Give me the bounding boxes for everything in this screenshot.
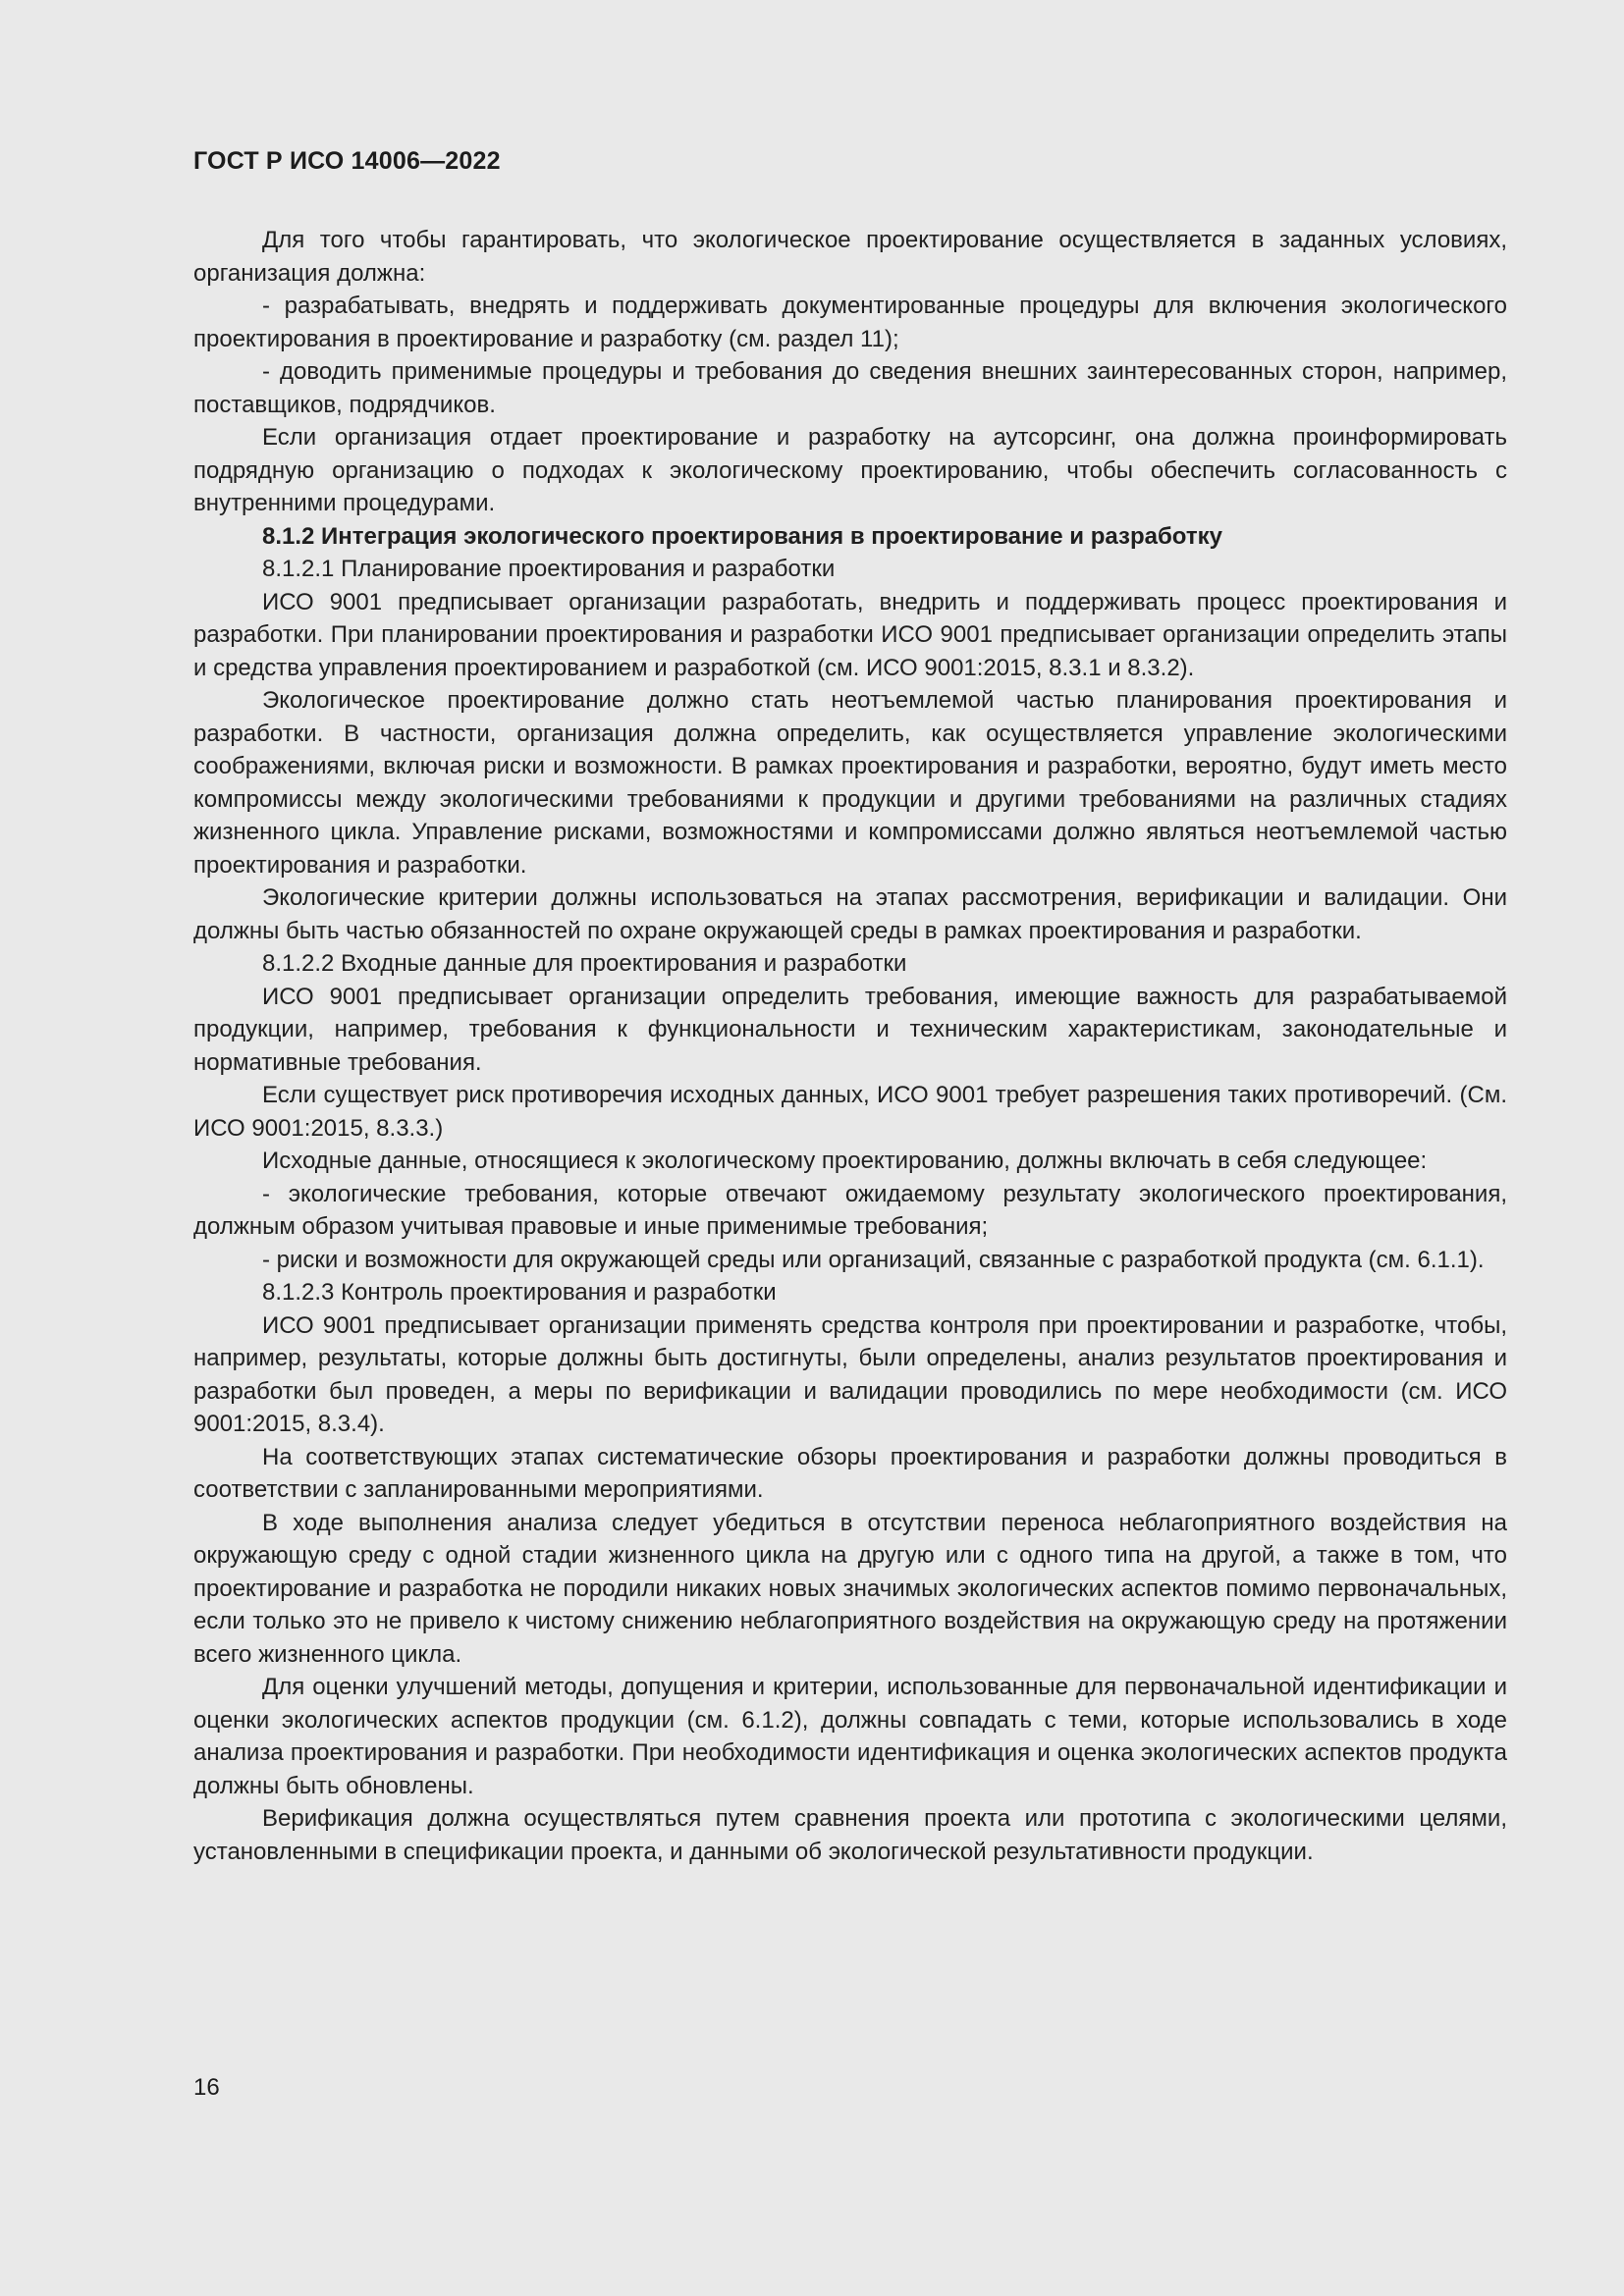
- section-heading-8-1-2: 8.1.2 Интеграция экологического проектирования в проектирование и разработку: [262, 522, 1222, 550]
- list-item: - доводить применимые процедуры и требования до сведения внешних заинтересованных сторон, например, поставщиков, подрядчиков.: [193, 358, 1507, 418]
- paragraph: Если организация отдает проектирование и разработку на аутсорсинг, она должна проинформировать подрядную организацию о подходах к экологическому проектированию, чтобы обеспечить согласованность с внутренними процедурами.: [193, 424, 1507, 516]
- paragraph: Если существует риск противоречия исходных данных, ИСО 9001 требует разрешения таких противоречий. (См. ИСО 9001:2015, 8.3.3.): [193, 1082, 1507, 1142]
- paragraph: Экологические критерии должны использоваться на этапах рассмотрения, верификации и валидации. Они должны быть частью обязанностей по охране окружающей среды в рамках проектирования и разработки.: [193, 884, 1507, 944]
- paragraph: ИСО 9001 предписывает организации применять средства контроля при проектировании и разработке, чтобы, например, результаты, которые должны быть достигнуты, были определены, анализ результатов проектирования и разработки был проведен, а меры по верификации и валидации проводились по мере необходимости (см. ИСО 9001:2015, 8.3.4).: [193, 1311, 1507, 1437]
- paragraph: В ходе выполнения анализа следует убедиться в отсутствии переноса неблагоприятного воздействия на окружающую среду с одной стадии жизненного цикла на другую или с одного типа на другой, а также в том, что проектирование и разработка не породили никаких новых значимых экологических аспектов помимо первоначальных, если только это не привело к чистому снижению неблагоприятного воздействия на окружающую среду на протяжении всего жизненного цикла.: [193, 1509, 1507, 1668]
- paragraph: На соответствующих этапах систематические обзоры проектирования и разработки должны проводиться в соответствии с запланированными мероприятиями.: [193, 1443, 1507, 1503]
- list-item: - разрабатывать, внедрять и поддерживать документированные процедуры для включения экологического проектирования в проектирование и разработку (см. раздел 11);: [193, 293, 1507, 352]
- paragraph: Для того чтобы гарантировать, что экологическое проектирование осуществляется в заданных условиях, организация должна:: [193, 227, 1507, 287]
- paragraph: ИСО 9001 предписывает организации определить требования, имеющие важность для разрабатываемой продукции, например, требования к функциональности и техническим характеристикам, законодательные и нормативные требования.: [193, 983, 1507, 1076]
- subsection-heading-8-1-2-2: 8.1.2.2 Входные данные для проектирования и разработки: [262, 950, 907, 977]
- list-item: - экологические требования, которые отвечают ожидаемому результату экологического проектирования, должным образом учитывая правовые и иные применимые требования;: [193, 1180, 1507, 1240]
- page-number: 16: [193, 2074, 220, 2101]
- document-header: ГОСТ Р ИСО 14006—2022: [193, 147, 501, 175]
- document-body: [193, 224, 1507, 1868]
- subsection-heading-8-1-2-3: 8.1.2.3 Контроль проектирования и разработки: [262, 1279, 777, 1306]
- list-item: - риски и возможности для окружающей среды или организаций, связанные с разработкой продукта (см. 6.1.1).: [262, 1246, 1485, 1273]
- subsection-heading-8-1-2-1: 8.1.2.1 Планирование проектирования и разработки: [262, 556, 836, 582]
- paragraph: Экологическое проектирование должно стать неотъемлемой частью планирования проектирования и разработки. В частности, организация должна определить, как осуществляется управление экологическими соображениями, включая риски и возможности. В рамках проектирования и разработки, вероятно, будут иметь место компромиссы между экологическими требованиями к продукции и другими требованиями на различных стадиях жизненного цикла. Управление рисками, возможностями и компромиссами должно являться неотъемлемой частью проектирования и разработки.: [193, 687, 1507, 879]
- paragraph: ИСО 9001 предписывает организации разработать, внедрить и поддерживать процесс проектирования и разработки. При планировании проектирования и разработки ИСО 9001 предписывает организации определить этапы и средства управления проектированием и разработкой (см. ИСО 9001:2015, 8.3.1 и 8.3.2).: [193, 588, 1507, 681]
- paragraph: Верификация должна осуществляться путем сравнения проекта или прототипа с экологическими целями, установленными в спецификации проекта, и данными об экологической результативности продукции.: [193, 1805, 1507, 1865]
- paragraph: Для оценки улучшений методы, допущения и критерии, использованные для первоначальной идентификации и оценки экологических аспектов продукции (см. 6.1.2), должны совпадать с теми, которые использовались в ходе анализа проектирования и разработки. При необходимости идентификация и оценка экологических аспектов продукта должны быть обновлены.: [193, 1674, 1507, 1799]
- paragraph: Исходные данные, относящиеся к экологическому проектированию, должны включать в себя следующее:: [262, 1148, 1428, 1174]
